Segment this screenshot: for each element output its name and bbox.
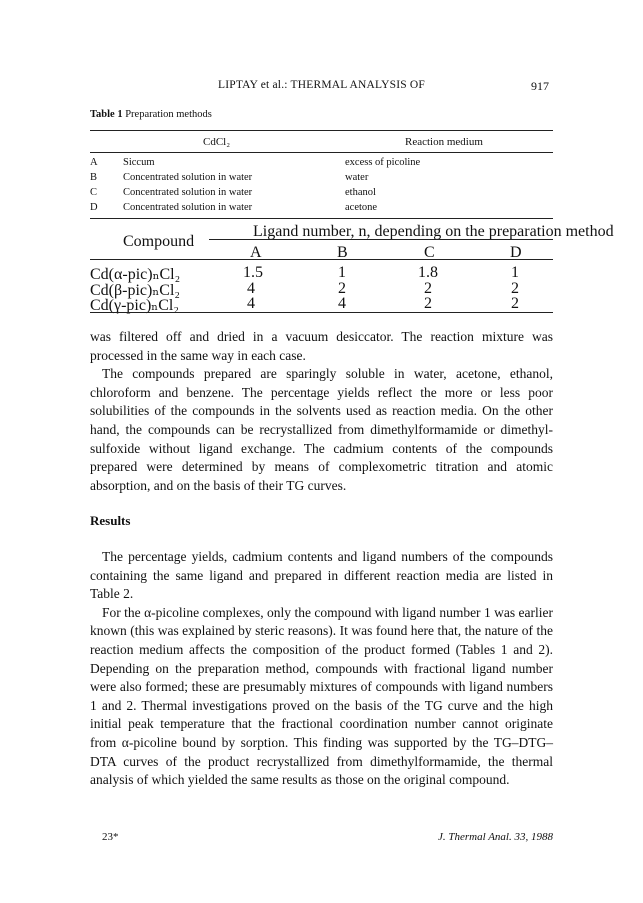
table-rule-bottom bbox=[90, 312, 553, 313]
table-cell: 2 bbox=[424, 295, 432, 312]
table-caption-label: Table 1 bbox=[90, 109, 123, 120]
body-text-upper bbox=[90, 328, 553, 495]
journal-citation: J. Thermal Anal. 33, 1988 bbox=[438, 831, 553, 843]
table-rule-top bbox=[90, 130, 553, 131]
table-cell: 2 bbox=[511, 295, 519, 312]
body-text-results bbox=[90, 548, 553, 790]
table-cell: 2 bbox=[511, 280, 519, 297]
table-cell: 1.5 bbox=[243, 264, 263, 281]
table-rule-col-header bbox=[90, 259, 553, 260]
compound-name: Cd(α-pic)ₙCl₂ bbox=[90, 266, 181, 283]
table-rule-mid bbox=[90, 218, 553, 219]
journal-page: LIPTAY et al.: THERMAL ANALYSIS OF 917 Table 1 Preparation methods CdCl₂ Reaction medium A Siccum excess of picoline B Concentrated solution in water water C Concentrated solution in water ethanol D Concentrated solution in water acetone Ligand number, n, depending on the preparation method Compound A B C D Cd(α-pic)ₙCl₂ 1.5 1 1.8 1 Cd(β-pic)ₙCl₂ 4 2 2 2 Cd(γ-pic)ₙCl₂ 4 4 2 2 was filtered off and dried in a vacuum desiccator. The reaction mixture was processed in the same way in each case. The compounds prepared are sparingly soluble in water, acetone, ethanol, chloroform and benzene. The percentage yields reflect the more or less poor solubilities of the compounds in the solvents used as reaction media. On the other hand, the compounds can be recrystallized from dimethylformamide or dimethyl-sulfoxide without ligand exchange. The cadmium contents of the compounds prepared were determined by means of complexometric titration and atomic absorption, and on the basis of their TG curves. Results The percentage yields, cadmium contents and ligand numbers of the compounds containing the same ligand and prepared in different reaction media are listed in Table 2. For the α-picoline complexes, only the compound with ligand number 1 was earlier known (this was explained by steric reasons). It was found here that, the nature of the reaction medium affects the composition of the product formed (Tables 1 and 2). Depending on the preparation method, compounds with fractional ligand number were also formed; these are presumably mixtures of compounds with ligand numbers 1 and 2. Thermal investigations proved on the basis of the TG curve and the high initial peak temperature that the fractional coordination number cannot originate from α-picoline bound by sorption. This finding was supported by the TG–DTG–DTA curves of the product recrystallized from dimethylformamide, the thermal analysis of which yielded the same results as those on the original compound. 23* J. Thermal Anal. 33, 1988 bbox=[0, 0, 643, 903]
ligand-number-header: Ligand number, n, depending on the preparation method bbox=[253, 223, 614, 240]
table-cell: 1.8 bbox=[418, 264, 438, 281]
table-cell: 1 bbox=[338, 264, 346, 281]
section-title: Results bbox=[90, 513, 131, 528]
table-cell: 2 bbox=[338, 280, 346, 297]
col-header-reaction-medium: Reaction medium bbox=[405, 136, 483, 148]
compound-name: Cd(γ-pic)ₙCl₂ bbox=[90, 297, 179, 314]
table-cell: 2 bbox=[424, 280, 432, 297]
method-col-b: B bbox=[337, 244, 348, 261]
table-cell: 4 bbox=[247, 280, 255, 297]
table-cell: 1 bbox=[511, 264, 519, 281]
table-cell: 4 bbox=[247, 295, 255, 312]
signature-mark: 23* bbox=[102, 831, 119, 843]
paragraph: The compounds prepared are sparingly soluble in water, acetone, ethanol, chloroform and benzene. The percentage yields reflect the more or less poor solubilities of the compounds in the solvents used as reaction media. On the other hand, the compounds can be recrystallized from dimethylformamide or dimethyl-sulfoxide without ligand exchange. The cadmium contents of the compounds prepared were determined by means of complexometric titration and atomic absorption, and on the basis of their TG curves. bbox=[90, 366, 553, 493]
table-rule-header bbox=[90, 152, 553, 153]
running-title: LIPTAY et al.: THERMAL ANALYSIS OF bbox=[217, 79, 426, 91]
paragraph: The percentage yields, cadmium contents and ligand numbers of the compounds containing the same ligand and prepared in different reaction media are listed in Table 2. bbox=[90, 549, 553, 602]
table-caption-text: Preparation methods bbox=[125, 109, 212, 120]
paragraph: For the α-picoline complexes, only the compound with ligand number 1 was earlier known (this was explained by steric reasons). It was found here that, the nature of the reaction medium affects the composition of the product formed (Tables 1 and 2). Depending on the preparation method, compounds with fractional ligand number were also formed; these are presumably mixtures of compounds with ligand numbers 1 and 2. Thermal investigations proved on the basis of the TG curve and the high initial peak temperature that the fractional coordination number cannot originate from α-picoline bound by sorption. This finding was supported by the TG–DTG–DTA curves of the product recrystallized from dimethylformamide, the thermal analysis of which yielded the same results as those on the original compound. bbox=[90, 604, 553, 788]
compound-header: Compound bbox=[123, 233, 195, 250]
table-cell: 4 bbox=[338, 295, 346, 312]
table-caption bbox=[90, 109, 212, 120]
paragraph: was filtered off and dried in a vacuum desiccator. The reaction mixture was processed in the same way in each case. bbox=[90, 329, 553, 363]
page-number: 917 bbox=[531, 79, 549, 93]
method-col-d: D bbox=[510, 244, 522, 261]
col-header-cdcl2: CdCl₂ bbox=[203, 136, 231, 148]
method-col-c: C bbox=[424, 244, 435, 261]
compound-name: Cd(β-pic)ₙCl₂ bbox=[90, 282, 180, 299]
table-rule-subheader bbox=[209, 239, 553, 240]
method-col-a: A bbox=[250, 244, 262, 261]
